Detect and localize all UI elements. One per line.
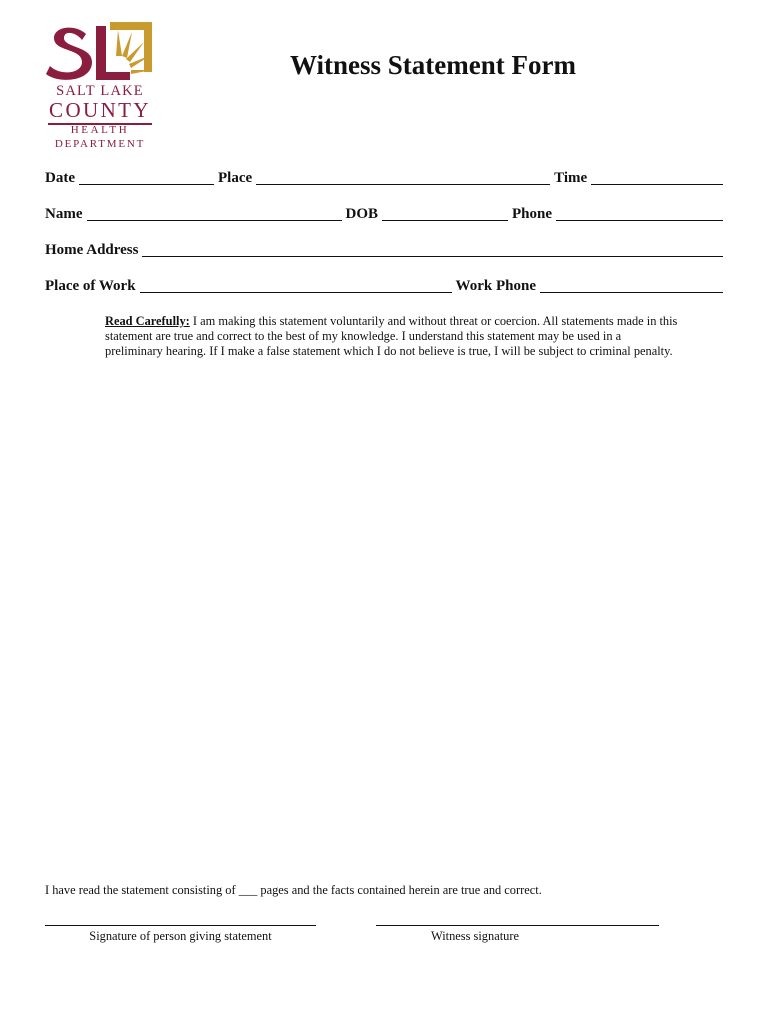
name-label: Name: [45, 206, 83, 222]
date-field[interactable]: [79, 170, 214, 185]
witness-signature-line[interactable]: [376, 925, 659, 926]
time-label: Time: [554, 170, 588, 186]
salt-lake-county-health-logo: [44, 20, 156, 150]
read-carefully-notice: [105, 314, 680, 359]
dob-label: DOB: [345, 206, 379, 222]
person-signature-label: Signature of person giving statement: [89, 929, 272, 943]
work-phone-field[interactable]: [540, 278, 723, 293]
notice-text: I am making this statement voluntarily and without threat or coercion. All statements made in this statement are true and correct to the best of my knowledge. I understand this statement may be used in a preliminary hearing. If I make a false statement which I do not believe is true, I will be subject to criminal penalty.: [105, 314, 678, 358]
witness-signature-label: Witness signature: [431, 929, 519, 943]
time-field[interactable]: [591, 170, 723, 185]
name-field[interactable]: [87, 206, 342, 221]
sl-sunburst-icon: [46, 22, 154, 84]
work-phone-label: Work Phone: [455, 278, 536, 294]
logo-text-health: HEALTH: [70, 124, 130, 136]
place-of-work-label: Place of Work: [45, 278, 136, 294]
person-signature-line[interactable]: [45, 925, 316, 926]
home-address-label: Home Address: [45, 242, 139, 258]
home-address-field[interactable]: [142, 242, 723, 257]
page-title: Witness Statement Form: [290, 50, 576, 80]
row-date-place-time: [45, 170, 723, 188]
place-of-work-field[interactable]: [140, 278, 452, 293]
dob-field[interactable]: [382, 206, 508, 221]
attestation-statement: I have read the statement consisting of ___ pages and the facts contained herein are true and correct.: [45, 883, 542, 897]
phone-field[interactable]: [556, 206, 723, 221]
row-name-dob-phone: [45, 206, 723, 224]
logo-text-salt-lake: SALT LAKE: [56, 83, 144, 99]
read-carefully-heading: Read Carefully:: [105, 314, 190, 328]
date-label: Date: [45, 170, 75, 186]
place-field[interactable]: [256, 170, 550, 185]
logo-text-county: COUNTY: [49, 98, 151, 122]
logo-text-department: DEPARTMENT: [54, 138, 146, 150]
row-place-of-work: [45, 278, 723, 296]
phone-label: Phone: [512, 206, 553, 222]
row-home-address: [45, 242, 723, 260]
place-label: Place: [218, 170, 253, 186]
